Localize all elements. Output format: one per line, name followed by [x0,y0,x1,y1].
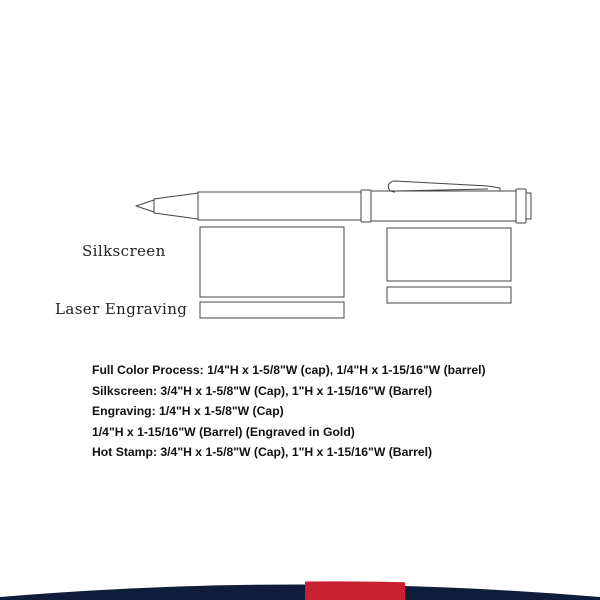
imprint-specs-list [92,360,486,463]
pen-center-ring [361,190,371,222]
brand-band-red [305,581,405,600]
pen-cap [371,191,516,221]
pen-nib [136,200,154,212]
imprint-areas [200,227,511,318]
silkscreen-cap-area [387,228,511,281]
pen-barrel [198,192,361,220]
laser-engraving-label: Laser Engraving [55,300,188,318]
laser-engraving-cap-area [387,287,511,303]
spec-hot-stamp: Hot Stamp: 3/4"H x 1-5/8"W (Cap), 1"H x 1-15/16"W (Barrel) [92,445,433,459]
brand-band-navy [0,585,600,600]
pen-grip [154,193,198,219]
laser-engraving-barrel-area [200,302,344,318]
bottom-brand-band [0,581,600,600]
pen-illustration [136,181,531,223]
silkscreen-barrel-area [200,227,344,297]
pen-cap-ring [516,189,526,223]
silkscreen-label: Silkscreen [82,242,166,260]
spec-silkscreen: Silkscreen: 3/4"H x 1-5/8"W (Cap), 1"H x 1-15/16"W (Barrel) [92,383,433,398]
spec-engraving-barrel: 1/4"H x 1-15/16"W (Barrel) (Engraved in Gold) [92,424,355,439]
pen-cap-end [526,193,531,219]
spec-full-color: Full Color Process: 1/4"H x 1-5/8"W (cap), 1/4"H x 1-15/16"W (barrel) [92,363,486,377]
spec-engraving: Engraving: 1/4"H x 1-5/8"W (Cap) [92,404,284,418]
